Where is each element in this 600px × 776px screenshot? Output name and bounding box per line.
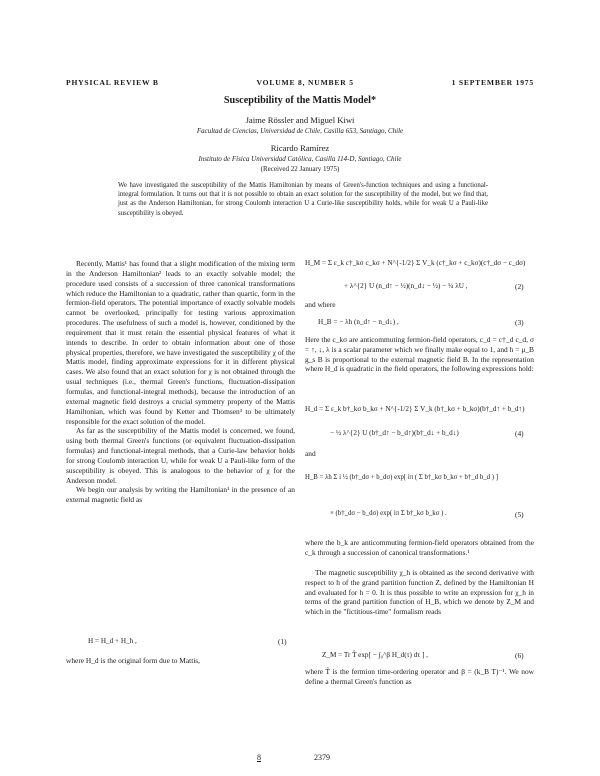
after-eq1-text: where H_d is the original form due to Mattis,	[66, 656, 201, 665]
authors-line-2: Ricardo Ramírez	[270, 143, 330, 153]
equation-5-line-2: × (b†_dσ − b_dσ) exp( iπ Σ b†_kσ b_kσ ) .	[330, 510, 447, 517]
left-column	[66, 259, 295, 505]
equation-1-number: (1)	[278, 637, 287, 646]
affiliation-1: Facultad de Ciencias, Universidad de Chile, Casilla 653, Santiago, Chile	[196, 127, 404, 135]
equation-2-line-1: H_M = Σ ε_k c†_kσ c_kσ + N^{-1/2} Σ V_k (c†_kσ + c_kσ)(c†_dσ − c_dσ)	[305, 259, 526, 267]
text-after-eq5: where the b_k are anticommuting fermion-field operators obtained from the c_k through a succession of canonical transformations.¹	[305, 538, 534, 557]
page-number: 2379	[314, 753, 330, 762]
equation-5-line-1: H_B = λh Σ i ½ (b†_dσ + b_dσ) exp[ iπ ( Σ b†_kσ b_kσ + b†_d b_d ) ]	[305, 474, 498, 481]
equation-1: H = H_d + H_h ,	[88, 637, 137, 645]
journal-name: PHYSICAL REVIEW B	[66, 78, 159, 87]
equation-4-line-1: H_d = Σ ε_k b†_kσ b_kσ + N^{-1/2} Σ V_k (b†_kσ + b_kσ)(b†_d↑ + b_d↑)	[305, 405, 525, 413]
issue-date: 1 SEPTEMBER 1975	[451, 78, 534, 87]
equation-6-number: (6)	[515, 651, 524, 660]
received-date: (Received 22 January 1975)	[260, 165, 340, 173]
text-after-eq6: where T̂ is the fermion time-ordering operator and β = (k_B T)⁻¹. We now define a thermal Green's function as	[305, 667, 534, 686]
equation-2-line-2: + λ^{2} U (n_d↑ − ½)(n_d↓ − ½) − ¼ λU ,	[344, 282, 468, 290]
equation-6: Z_M = Tr T̂ exp[ − ∫₀^β H_d(τ) dτ ] ,	[322, 651, 428, 659]
intro-paragraph: Recently, Mattis¹ has found that a slight modification of the mixing term in the Anderson Hamiltonian² leads to an exactly solvable model; the procedure used consists of a succession of three canonical transformations which reduce the Hamiltonian to a quadratic, rather than quartic, form in the fermion-field operators. The potential importance of exactly solvable models cannot be overlooked, principally for testing various approximation procedures. The usefulness of such a model is, however, conditioned by the requirement that it must retain the essential physical features of what it intends to describe. In order to obtain information about one of those physical properties, therefore, we have investigated the susceptibility χ of the Mattis model, finding approximate expressions for it in different physical cases. We also found that an exact solution for χ is not obtained through the usual techniques (i.e., thermal Green's functions, fluctuation-dissipation formulas, and functional-integral methods), because the introduction of an external magnetic field destroys a crucial symmetry property of the Mattis Hamiltonian, which was found by Ketter and Thomsen³ to be ultimately responsible for the exact solution of the model.	[66, 259, 295, 426]
equation-5-number: (5)	[515, 510, 524, 519]
second-paragraph: As far as the susceptibility of the Mattis model is concerned, we found, using both thermal Green's functions (or equivalent fluctuation-dissipation formulas) and functional-integral methods, that a Curie-law behavior holds for strong Coulomb interaction U, while for weak U a Pauli-like form of the susceptibility is obeyed. This is analogous to the behavior of χ for the Anderson model.	[66, 426, 295, 485]
authors-line-1: Jaime Rössler and Miguel Kiwi	[245, 115, 355, 125]
text-after-eq3: Here the c_kσ are anticommuting fermion-field operators, c_d = c†_d c_d, σ = ↑, ↓, λ is a scalar parameter which we finally make equal to 1, and h = μ_B g_s B is proportional to the external magnetic field B. In the representation where H_d is quadratic in the field operators, the following expressions hold:	[305, 335, 534, 374]
and-where-text: and where	[305, 300, 336, 309]
abstract: We have investigated the susceptibility of the Mattis Hamiltonian by means of Green's-function techniques and using a functional-integral formulation. It turns out that it is not possible to obtain an exact solution for the susceptibility of the model, but we find that, just as the Anderson Hamiltonian, for strong Coulomb interaction U a Curie-like susceptibility holds, while for weak U a Pauli-like susceptibility is obeyed.	[118, 182, 488, 217]
magnetic-susceptibility-paragraph: The magnetic susceptibility χ_h is obtained as the second derivative with respect to h of the grand partition function Z, defined by the Hamiltonian H and evaluated for h = 0. It is thus possible to write an expression for χ_h in terms of the grand partition function of H_B, which we denote by Z_M and which in the "fictitious-time" formalism reads	[305, 568, 534, 617]
volume-number: VOLUME 8, NUMBER 5	[256, 78, 354, 87]
equation-4-line-2: − ½ λ^{2} U (b†_d↑ − b_d↑)(b†_d↓ + b_d↓)	[330, 429, 459, 437]
equation-3: H_B = − λh (n_d↑ − n_d↓) ,	[318, 318, 399, 326]
and-text: and	[305, 449, 316, 458]
equation-3-number: (3)	[515, 318, 524, 327]
paper-title: Susceptibility of the Mattis Model*	[223, 95, 377, 106]
affiliation-2: Instituto de Física Universidad Católica, Casilla 114-D, Santiago, Chile	[198, 155, 402, 163]
running-header	[66, 78, 534, 87]
volume-code: 8	[257, 753, 261, 762]
equation-2-number: (2)	[515, 282, 524, 291]
equation-4-number: (4)	[515, 429, 524, 438]
third-paragraph: We begin our analysis by writing the Hamiltonian¹ in the presence of an external magnetic field as	[66, 485, 295, 505]
